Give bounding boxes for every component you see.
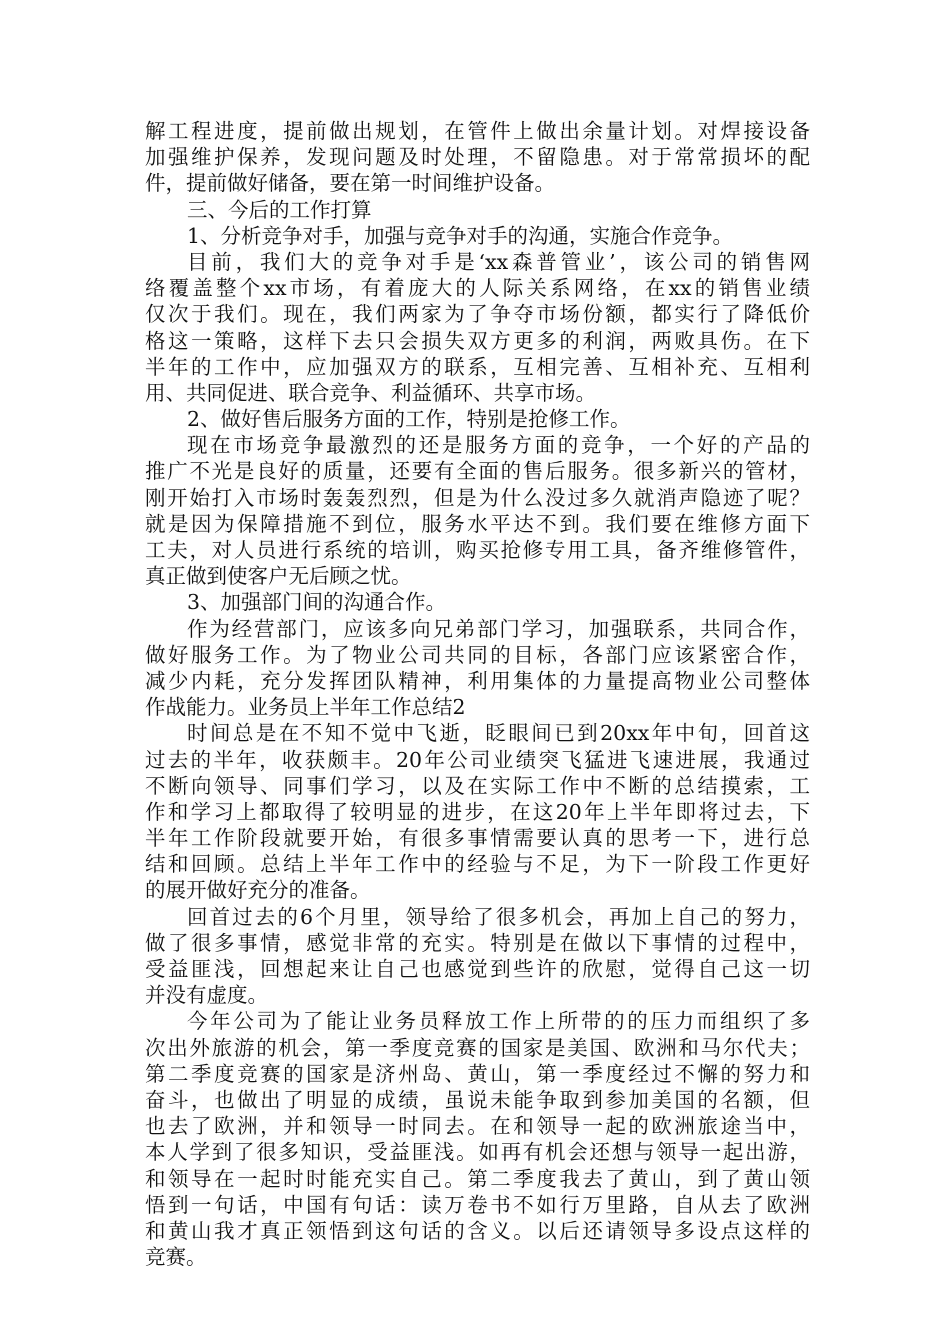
text-line: 第二季度竞赛的国家是济州岛、黄山，第一季度经过不懈的努力和 [145, 1061, 810, 1086]
section-heading: 三、今后的工作打算 [187, 197, 372, 222]
item-heading: 1、分析竞争对手，加强与竞争对手的沟通，实施合作竞争。 [187, 223, 734, 248]
text-line: 作和学习上都取得了较明显的进步，在这20年上半年即将过去，下 [145, 799, 810, 824]
text-line: 今年公司为了能让业务员释放工作上所带的的压力而组织了多 [187, 1009, 810, 1034]
text-line: 推广不光是良好的质量，还要有全面的售后服务。很多新兴的管材， [145, 459, 810, 484]
text-line: 的展开做好充分的准备。 [145, 878, 371, 903]
text-line: 也去了欧洲，并和领导一时同去。在和领导一起的欧洲旅途当中， [145, 1114, 810, 1139]
text-line: 受益匪浅，回想起来让自己也感觉到些许的欣慰，觉得自己这一切 [145, 957, 810, 981]
text-line: 作为经营部门，应该多向兄弟部门学习，加强联系，共同合作， [187, 616, 810, 641]
text-line: 解工程进度，提前做出规划，在管件上做出余量计划。对焊接设备 [145, 119, 810, 143]
text-line: 加强维护保养，发现问题及时处理，不留隐患。对于常常损坏的配 [145, 145, 810, 170]
text-line: 竞赛。 [145, 1245, 207, 1270]
text-line: 络覆盖整个xx市场，有着庞大的人际关系网络，在xx的销售业绩 [145, 276, 810, 301]
text-line: 用、共同促进、联合竞争、利益循环、共享市场。 [145, 380, 596, 405]
text-line: 做了很多事情，感觉非常的充实。特别是在做以下事情的过程中， [145, 930, 810, 955]
text-line: 回首过去的6个月里，领导给了很多机会，再加上自己的努力， [187, 904, 810, 929]
text-line: 奋斗，也做出了明显的成绩，虽说未能争取到参加美国的名额，但 [145, 1087, 810, 1112]
text-line: 就是因为保障措施不到位，服务水平达不到。我们要在维修方面下 [145, 511, 810, 536]
text-line: 件，提前做好储备，要在第一时间维护设备。 [145, 171, 555, 196]
item-heading: 2、做好售后服务方面的工作，特别是抢修工作。 [187, 407, 631, 432]
text-line: 刚开始打入市场时轰轰烈烈，但是为什么没过多久就消声隐迹了呢？ [145, 485, 810, 510]
text-line: 现在市场竞争最激烈的还是服务方面的竞争，一个好的产品的 [187, 433, 810, 458]
text-line: 过去的半年，收获颇丰。20年公司业绩突飞猛进飞速进展，我通过 [145, 747, 810, 772]
text-line: 结和回顾。总结上半年工作中的经验与不足，为下一阶段工作更好 [145, 852, 810, 877]
text-line: 次出外旅游的机会，第一季度竞赛的国家是美国、欧洲和马尔代夫； [145, 1035, 810, 1060]
text-line: 和黄山我才真正领悟到这句话的含义。以后还请领导多设点这样的 [145, 1218, 810, 1243]
text-line: 和领导在一起时时能充实自己。第二季度我去了黄山，到了黄山领 [145, 1166, 810, 1191]
text-line: 悟到一句话，中国有句话：读万卷书不如行万里路，自从去了欧洲 [145, 1192, 810, 1217]
text-line: 做好服务工作。为了物业公司共同的目标，各部门应该紧密合作， [145, 642, 810, 667]
text-line: 目前，我们大的竞争对手是‘xx森普管业’，该公司的销售网 [187, 249, 810, 274]
text-line: 不断向领导、同事们学习，以及在实际工作中不断的总结摸索，工 [145, 773, 810, 798]
item-heading: 3、加强部门间的沟通合作。 [187, 590, 447, 615]
text-line: 工夫，对人员进行系统的培训，购买抢修专用工具，备齐维修管件， [145, 538, 810, 562]
document-body [145, 118, 810, 1270]
text-line: 时间总是在不知不觉中飞逝，眨眼间已到20xx年中旬，回首这 [187, 721, 810, 746]
text-line: 减少内耗，充分发挥团队精神，利用集体的力量提高物业公司整体 [145, 668, 810, 693]
text-line: 真正做到使客户无后顾之忧。 [145, 564, 412, 589]
text-line: 仅次于我们。现在，我们两家为了争夺市场份额，都实行了降低价 [145, 302, 810, 327]
text-line: 格这一策略，这样下去只会损失双方更多的利润，两败具伤。在下 [145, 328, 810, 353]
text-line: 作战能力。业务员上半年工作总结2 [145, 695, 466, 720]
text-line: 并没有虚度。 [145, 983, 268, 1008]
text-line: 本人学到了很多知识，受益匪浅。如再有机会还想与领导一起出游， [145, 1140, 810, 1165]
text-line: 半年的工作中，应加强双方的联系，互相完善、互相补充、互相利 [145, 354, 810, 379]
text-line: 半年工作阶段就要开始，有很多事情需要认真的思考一下，进行总 [145, 826, 810, 851]
